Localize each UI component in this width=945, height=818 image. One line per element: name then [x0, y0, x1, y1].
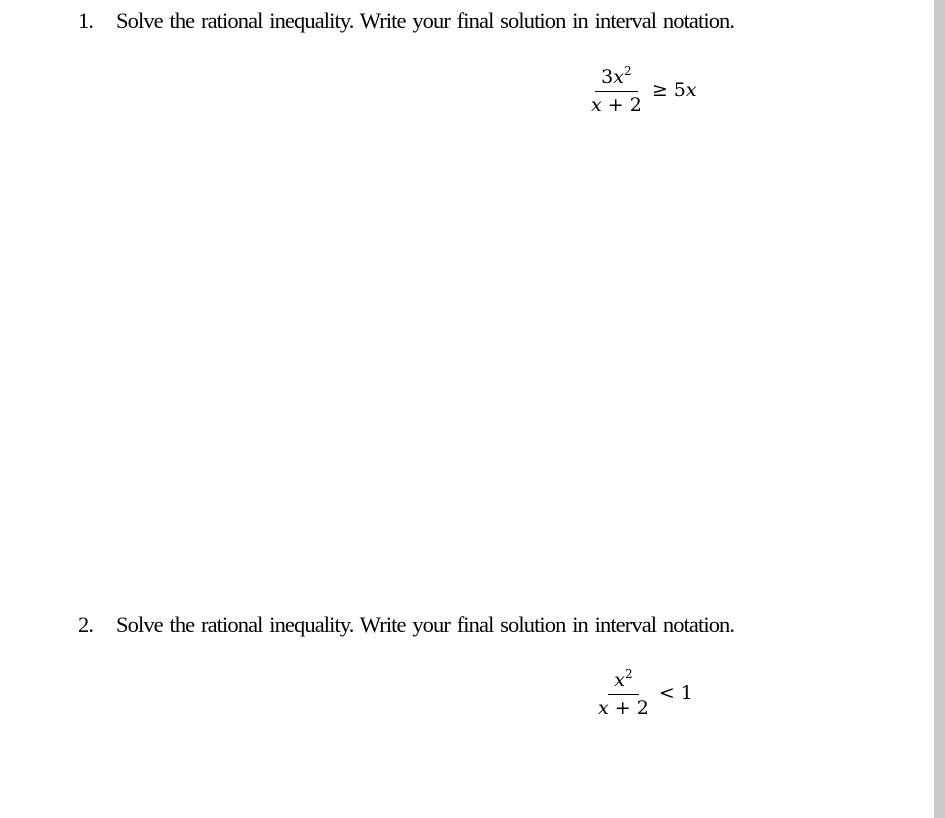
problem-2-denominator: x + 2	[598, 697, 649, 719]
problem-1-relation: ≥ 5x	[651, 79, 697, 101]
vertical-scrollbar[interactable]	[934, 0, 945, 818]
problem-2-number: 2.	[78, 612, 94, 637]
problem-1-inequality	[585, 66, 697, 116]
problem-1-number: 1.	[78, 8, 94, 33]
problem-2-fraction	[592, 669, 655, 719]
problem-2-numerator: $x^2$	[608, 669, 638, 695]
problem-1-prompt	[78, 8, 734, 34]
problem-2-relation: < 1	[658, 682, 693, 704]
problem-2-inequality	[592, 669, 693, 719]
problem-1-denominator: x + 2	[591, 94, 642, 116]
problem-2-prompt	[78, 612, 734, 638]
problem-1-numerator: $3x^2$	[595, 66, 637, 92]
problem-2-text: Solve the rational inequality. Write your final solution in interval notation.	[116, 612, 735, 637]
problem-1-text: Solve the rational inequality. Write your final solution in interval notation.	[116, 8, 735, 33]
problem-1-fraction	[585, 66, 648, 116]
